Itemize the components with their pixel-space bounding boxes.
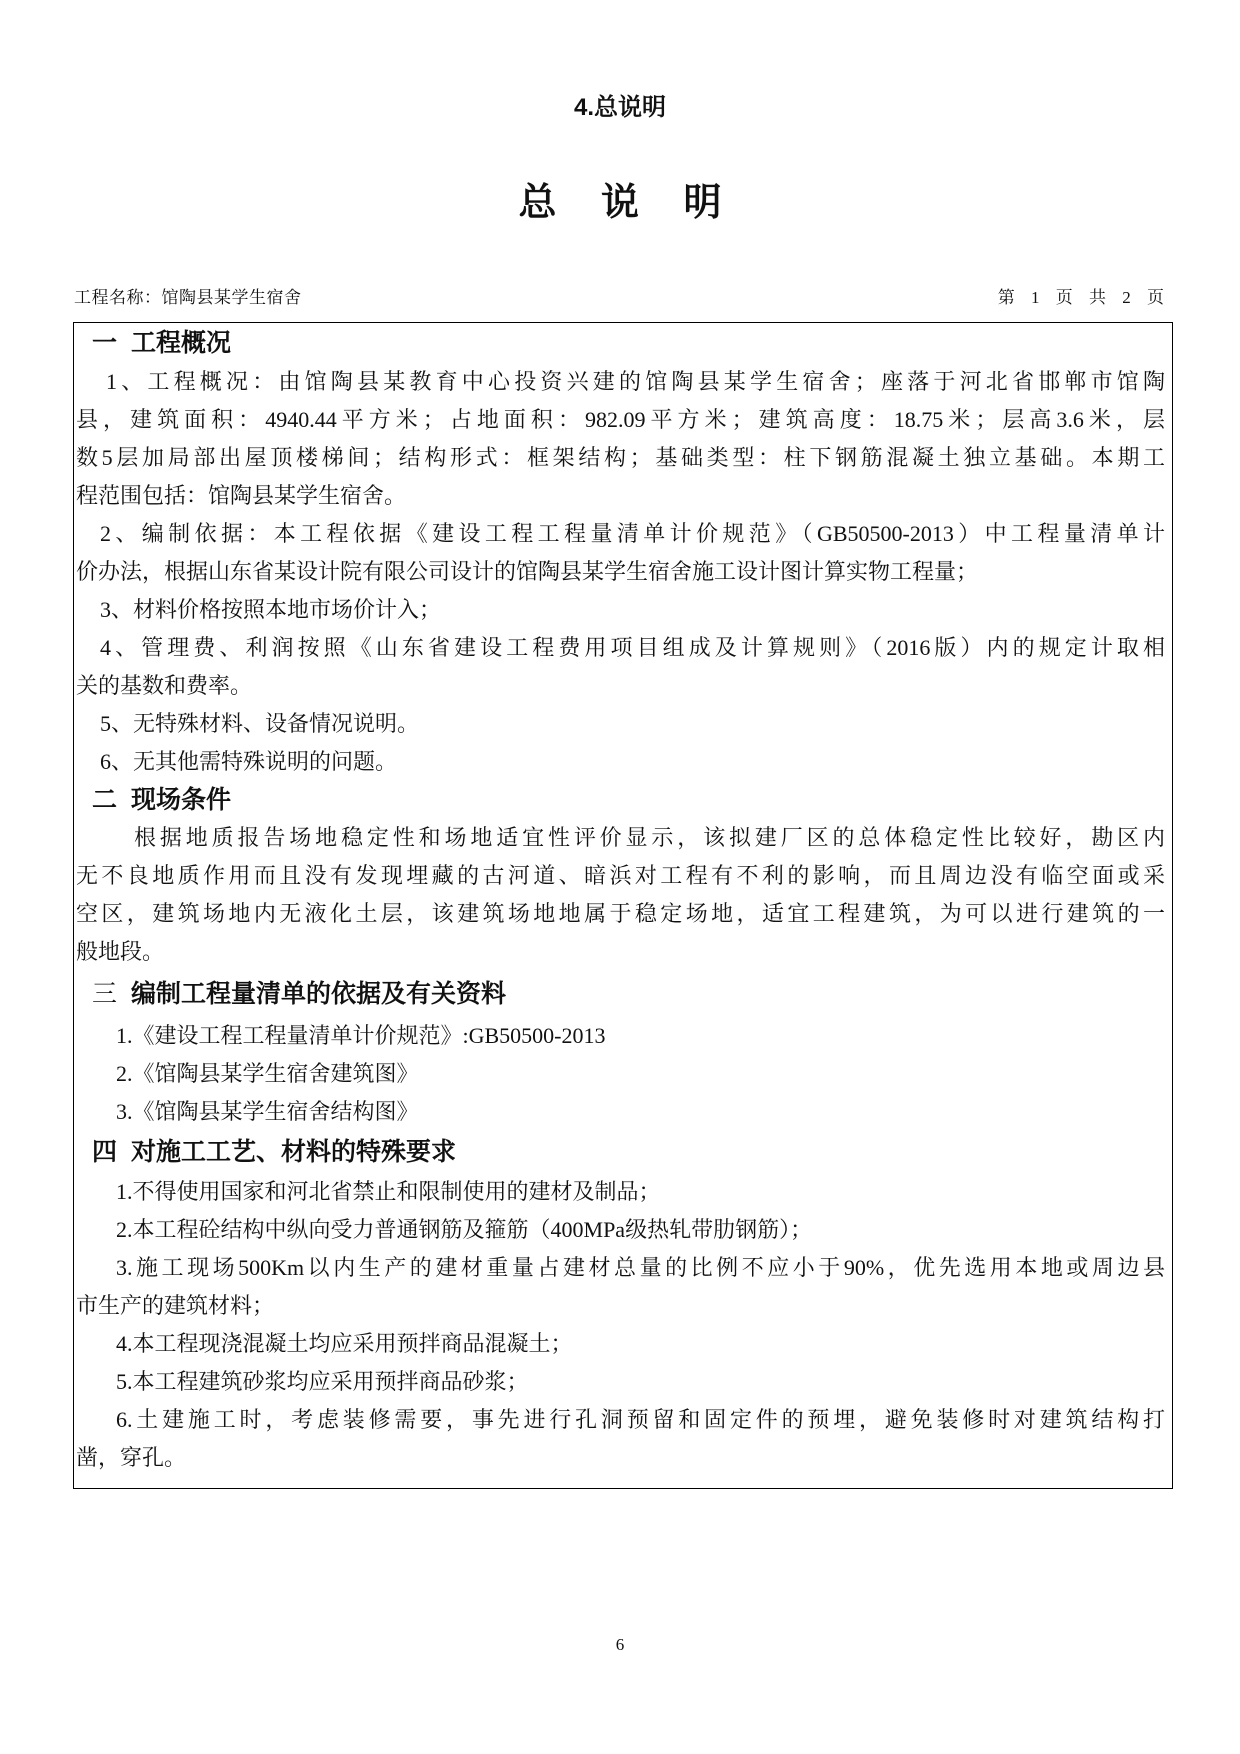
section-number: 一	[92, 329, 118, 357]
list-item-line: 4.本工程现浇混凝土均应采用预拌商品混凝土；	[116, 1331, 573, 1356]
section-heading	[76, 1131, 1165, 1173]
paragraph-line: 关的基数和费率。	[76, 673, 253, 698]
page-info: 第 1 页 共 2 页	[997, 288, 1170, 307]
paragraph-line: 价办法，根据山东省某设计院有限公司设计的馆陶县某学生宿舍施工设计图计算实物工程量；	[76, 559, 979, 584]
paragraph-line: 空区，建筑场地内无液化土层，该建筑场地地属于稳定场地，适宜工程建筑，为可以进行建筑的一	[76, 901, 1165, 926]
section-number: 三	[92, 980, 118, 1008]
document-title: 总 说 明	[518, 182, 739, 224]
section-number-title: 4.总说明	[573, 94, 666, 121]
project-name-label: 工程名称：馆陶县某学生宿舍	[74, 288, 302, 307]
list-item-line: 市生产的建筑材料；	[76, 1293, 275, 1318]
paragraph-line: 4、管理费、利润按照《山东省建设工程费用项目组成及计算规则》（2016版）内的规定计取相	[100, 635, 1165, 660]
page-number: 6	[615, 1635, 625, 1654]
paragraph-line: 般地段。	[76, 939, 165, 964]
paragraph-line: 2、编制依据：本工程依据《建设工程工程量清单计价规范》（GB50500-2013）中工程量清单计	[100, 521, 1165, 546]
list-item-line: 2.本工程砼结构中纵向受力普通钢筋及箍筋（400MPa级热轧带肋钢筋）；	[116, 1217, 813, 1242]
list-item-line: 1.不得使用国家和河北省禁止和限制使用的建材及制品；	[116, 1179, 661, 1204]
section-heading	[76, 971, 1165, 1017]
list-item-line: 3.施工现场500Km以内生产的建材重量占建材总量的比例不应小于90%，优先选用本地或周边县	[116, 1255, 1165, 1280]
document-info-row	[74, 287, 1170, 309]
paragraph-line: 3、材料价格按照本地市场价计入；	[100, 597, 442, 622]
content-box	[73, 322, 1173, 1489]
paragraph-line: 6、无其他需特殊说明的问题。	[100, 749, 398, 774]
section-heading-text: 对施工工艺、材料的特殊要求	[131, 1138, 457, 1166]
list-item-line: 3.《馆陶县某学生宿舍结构图》	[116, 1099, 419, 1124]
list-item-line: 1.《建设工程工程量清单计价规范》:GB50500-2013	[116, 1023, 606, 1048]
paragraph-line: 1、工程概况：由馆陶县某教育中心投资兴建的馆陶县某学生宿舍；座落于河北省邯郸市馆陶	[106, 369, 1165, 394]
section-heading-text: 现场条件	[131, 786, 232, 814]
section-number: 二	[92, 786, 118, 814]
section-heading-text: 编制工程量清单的依据及有关资料	[131, 980, 507, 1008]
paragraph-line: 数5层加局部出屋顶楼梯间；结构形式：框架结构；基础类型：柱下钢筋混凝土独立基础。本期工	[76, 445, 1165, 470]
list-item-line: 6.土建施工时，考虑装修需要，事先进行孔洞预留和固定件的预埋，避免装修时对建筑结构打	[116, 1407, 1165, 1432]
section-heading	[76, 323, 1165, 363]
paragraph-line: 县，建筑面积：4940.44平方米；占地面积：982.09平方米；建筑高度：18.75米；层高3.6米，层	[76, 407, 1165, 432]
paragraph-line: 根据地质报告场地稳定性和场地适宜性评价显示，该拟建厂区的总体稳定性比较好，勘区内	[134, 825, 1165, 850]
list-item-line: 2.《馆陶县某学生宿舍建筑图》	[116, 1061, 419, 1086]
section-heading-text: 工程概况	[131, 329, 232, 357]
list-item-line: 5.本工程建筑砂浆均应采用预拌商品砂浆；	[116, 1369, 529, 1394]
paragraph-line: 5、无特殊材料、设备情况说明。	[100, 711, 420, 736]
paragraph-line: 无不良地质作用而且没有发现埋藏的古河道、暗浜对工程有不利的影响，而且周边没有临空面或采	[76, 863, 1165, 888]
list-item-line: 凿，穿孔。	[76, 1445, 187, 1470]
section-number: 四	[92, 1138, 118, 1166]
section-heading	[76, 781, 1165, 819]
paragraph-line: 程范围包括：馆陶县某学生宿舍。	[76, 483, 407, 508]
